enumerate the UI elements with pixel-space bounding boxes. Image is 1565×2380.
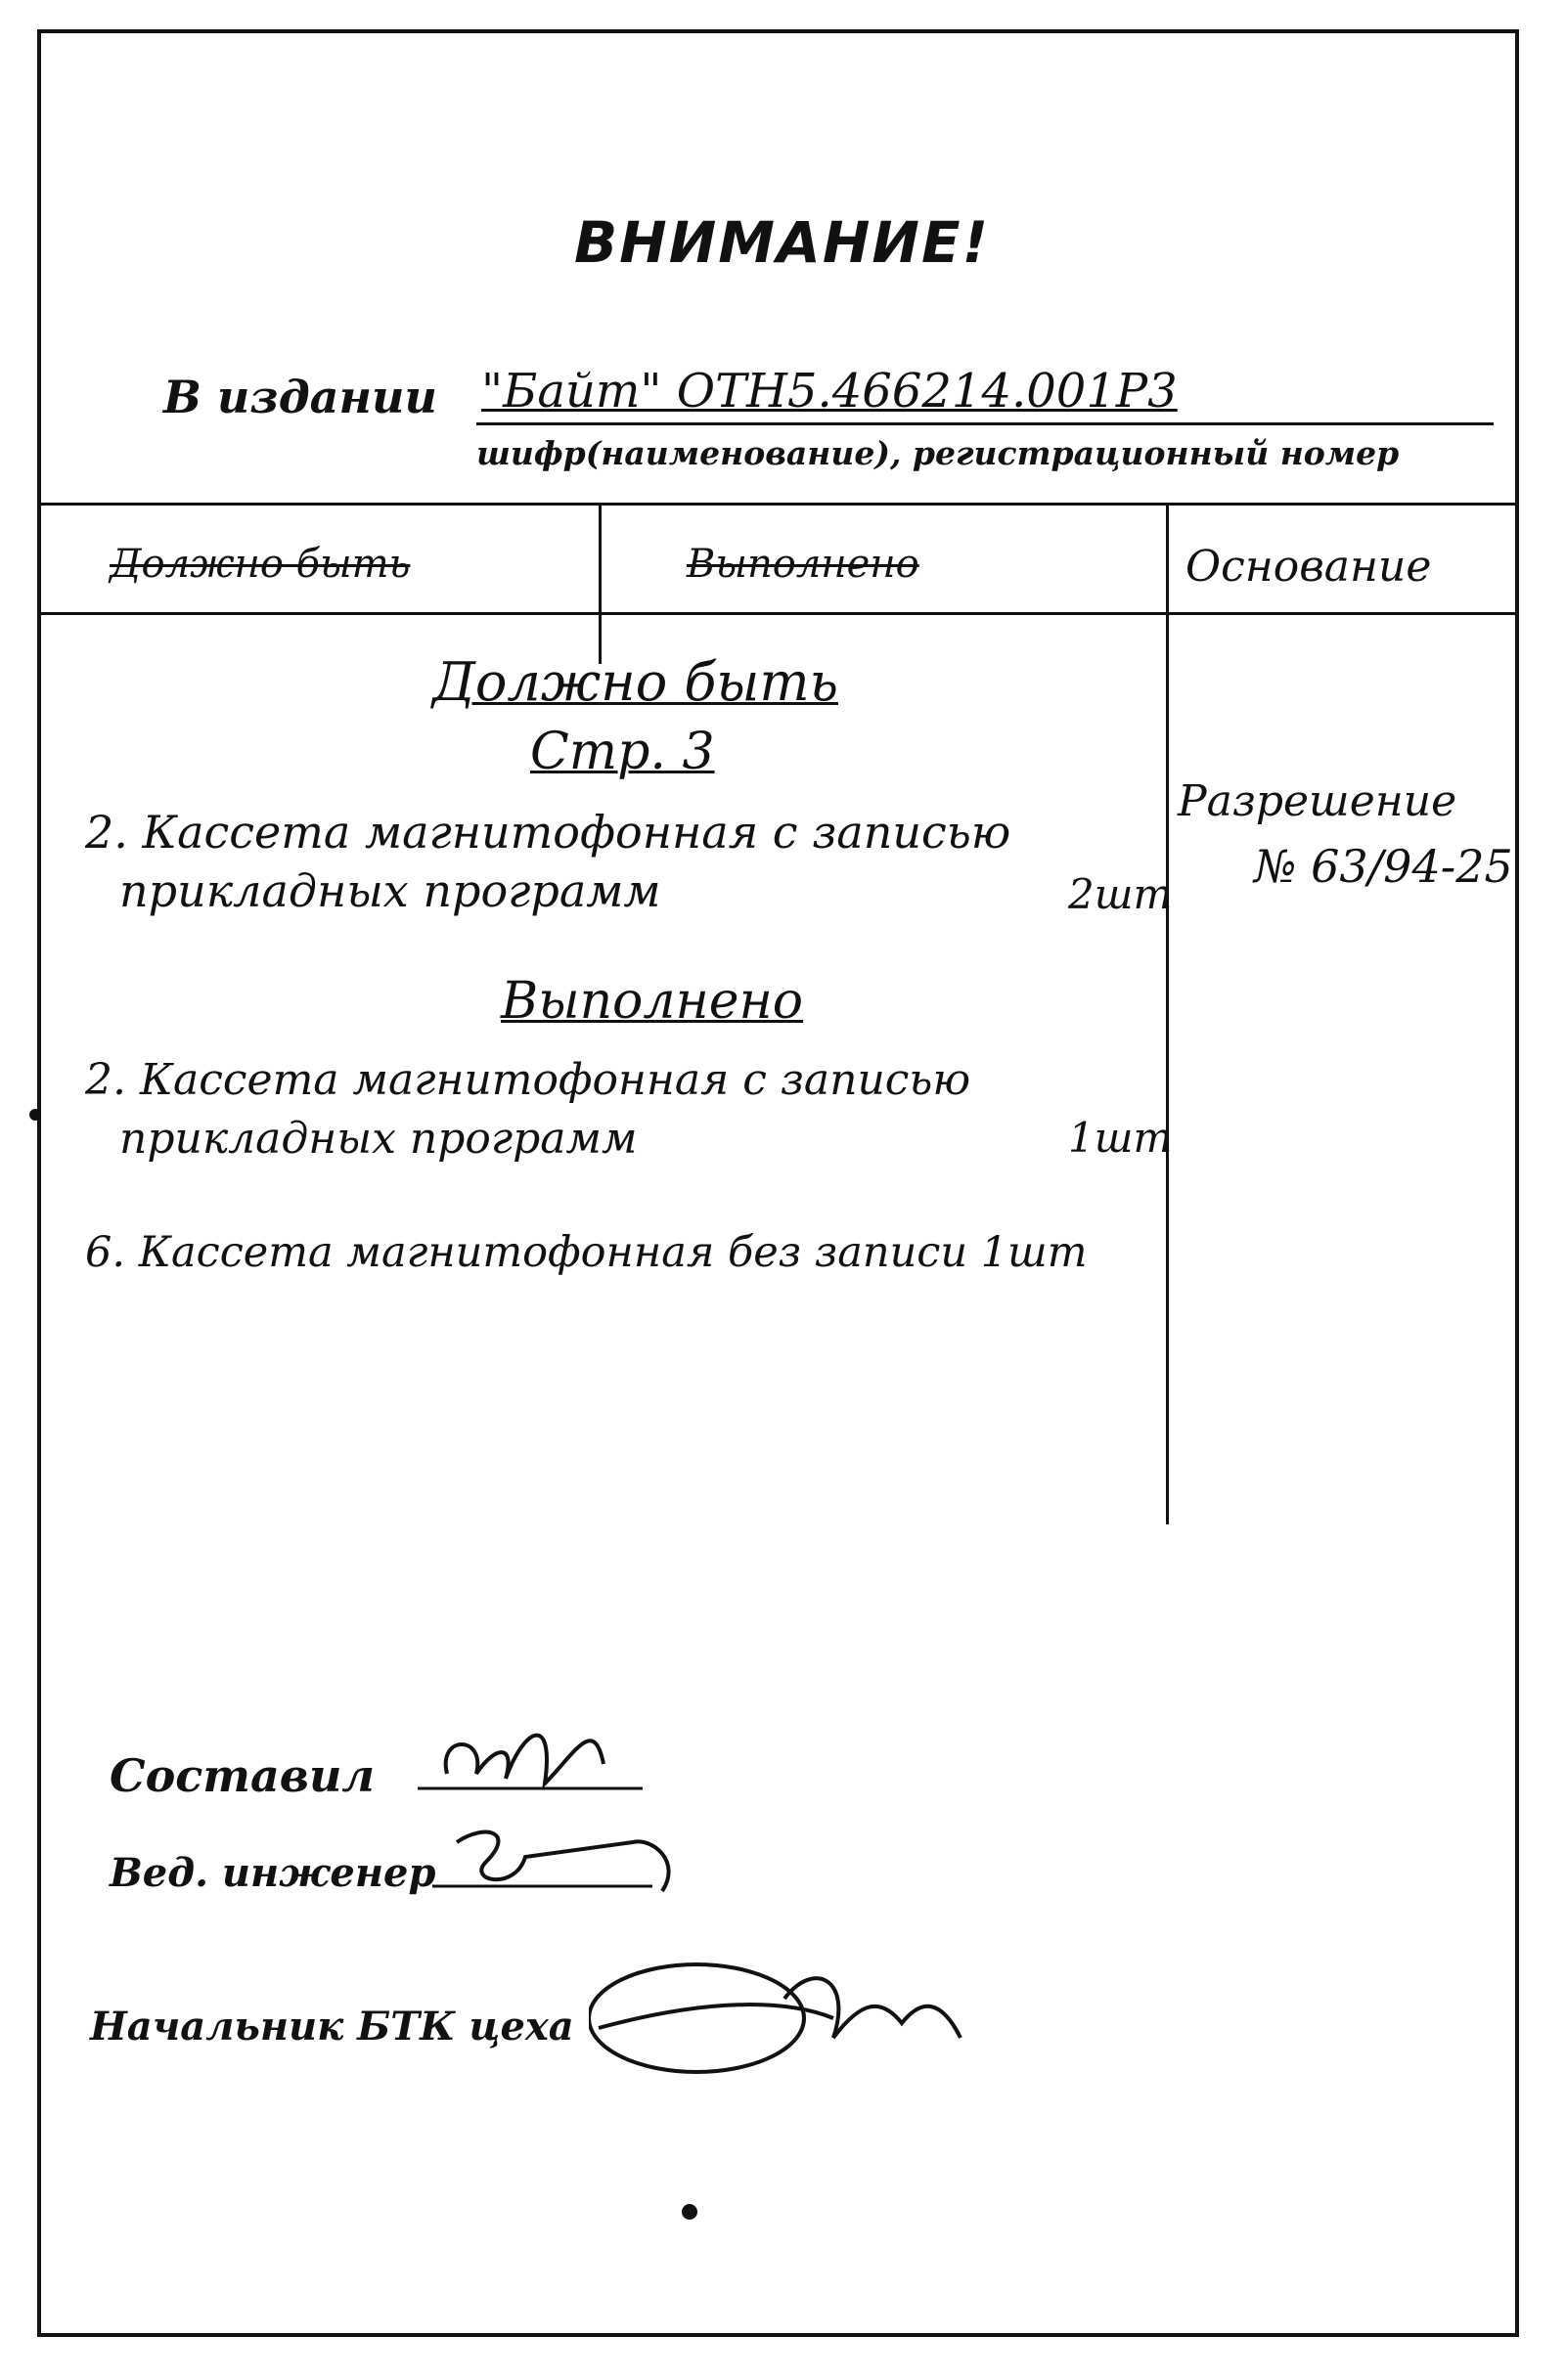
basis-line2: № 63/94-25 — [1254, 840, 1513, 893]
column-header-divider — [41, 612, 1515, 615]
basis-line1: Разрешение — [1178, 776, 1457, 826]
done-item1-line1: 2. Кассета магнитофонная с записью — [85, 1055, 971, 1105]
stain-dot — [682, 2204, 697, 2220]
header-divider — [41, 503, 1515, 506]
column-header-done: Выполнено — [687, 542, 919, 587]
should-be-heading: Должно быть — [432, 651, 838, 713]
compiled-signature — [408, 1696, 662, 1813]
column-header-should-be: Должно быть — [110, 542, 411, 587]
done-item1-line2: прикладных программ — [119, 1114, 638, 1164]
column-header-basis: Основание — [1185, 542, 1432, 592]
compiled-label: Составил — [110, 1749, 376, 1802]
head-label: Начальник БТК цеха — [90, 2004, 574, 2049]
should-be-item-line1: 2. Кассета магнитофонная с записью — [85, 806, 1011, 859]
lead-engineer-signature — [427, 1803, 760, 1911]
edition-underline — [476, 422, 1494, 425]
punch-dot — [29, 1109, 41, 1121]
should-be-item-qty: 2шт — [1068, 870, 1173, 918]
edition-caption: шифр(наименование), регистрационный номер — [476, 434, 1400, 472]
edition-value: "Байт" ОТН5.466214.001Р3 — [481, 364, 1178, 419]
should-be-item-line2: прикладных программ — [119, 864, 661, 917]
in-edition-label: В издании — [163, 371, 437, 423]
document-frame — [37, 29, 1519, 2337]
head-signature — [589, 1940, 1019, 2087]
done-item2: 6. Кассета магнитофонная без записи 1шт — [85, 1228, 1088, 1277]
should-be-page: Стр. 3 — [530, 723, 715, 781]
page-title: ВНИМАНИЕ! — [573, 209, 991, 276]
done-item1-qty: 1шт — [1068, 1114, 1173, 1162]
column-divider-1 — [599, 503, 602, 664]
lead-engineer-label: Вед. инженер — [110, 1850, 436, 1896]
column-divider-2 — [1166, 503, 1169, 1524]
done-heading: Выполнено — [501, 972, 804, 1031]
